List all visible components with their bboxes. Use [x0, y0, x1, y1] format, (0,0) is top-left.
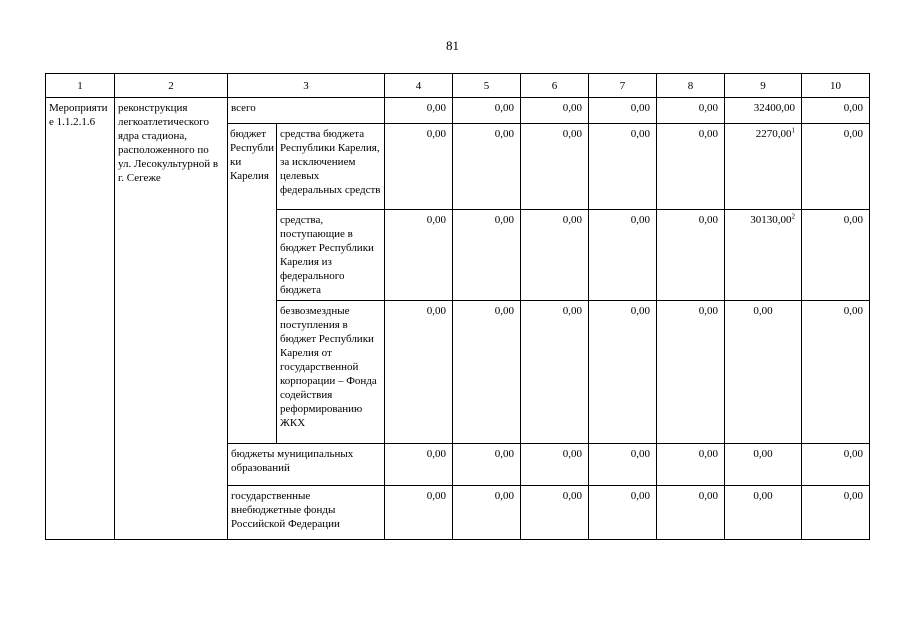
row-label-republic-own: средства бюджета Республики Карелия, за исключением целевых федеральных средств: [277, 124, 385, 210]
value-cell: 0,00: [385, 444, 453, 486]
value-cell: 0,00: [589, 444, 657, 486]
value-cell: 0,00: [589, 124, 657, 210]
value-cell: 0,00: [453, 124, 521, 210]
header-cell-5: 5: [453, 74, 521, 98]
header-cell-7: 7: [589, 74, 657, 98]
event-name-cell: реконструкция легкоатлетического ядра стадиона, расположенного по ул. Лесокультурной в г. Сегеже: [115, 98, 228, 540]
value-cell: 0,00: [453, 301, 521, 444]
value-cell: 0,00: [385, 486, 453, 540]
value-cell: 0,00: [657, 98, 725, 124]
value-cell: 0,00: [802, 98, 870, 124]
row-label-offbudget-funds: государственные внебюджетные фонды Российской Федерации: [228, 486, 385, 540]
value-cell: 0,00: [453, 210, 521, 301]
header-cell-4: 4: [385, 74, 453, 98]
footnote-mark: 1: [791, 126, 795, 135]
value-cell: 0,00: [521, 301, 589, 444]
row-label-total: всего: [228, 98, 385, 124]
value-cell: 0,00: [589, 98, 657, 124]
header-cell-9: 9: [725, 74, 802, 98]
page-number: 81: [446, 38, 459, 53]
value-cell-footnoted: [725, 210, 802, 301]
value-cell: 0,00: [802, 210, 870, 301]
value-cell: 0,00: [521, 444, 589, 486]
value-cell: 0,00: [725, 486, 802, 540]
value-cell: 0,00: [725, 444, 802, 486]
value-cell: 0,00: [802, 486, 870, 540]
header-cell-1: 1: [46, 74, 115, 98]
republic-budget-label: бюджет Республики Карелия: [228, 124, 277, 444]
value-cell: 0,00: [385, 210, 453, 301]
value-cell: 0,00: [802, 124, 870, 210]
value-cell: 0,00: [521, 210, 589, 301]
value-cell: 0,00: [657, 444, 725, 486]
value-text: 2270,00: [755, 128, 792, 140]
value-cell: 0,00: [657, 124, 725, 210]
header-cell-2: 2: [115, 74, 228, 98]
value-cell: 0,00: [725, 301, 802, 444]
value-cell: 0,00: [453, 98, 521, 124]
header-cell-8: 8: [657, 74, 725, 98]
value-cell: 0,00: [521, 98, 589, 124]
value-cell: 0,00: [589, 486, 657, 540]
value-cell: 0,00: [657, 210, 725, 301]
value-cell: 0,00: [453, 444, 521, 486]
value-cell: 0,00: [802, 444, 870, 486]
row-label-municipal: бюджеты муниципальных образований: [228, 444, 385, 486]
header-cell-6: 6: [521, 74, 589, 98]
value-cell: 0,00: [385, 301, 453, 444]
value-cell: 0,00: [657, 486, 725, 540]
budget-table: [45, 73, 870, 540]
value-cell: 0,00: [657, 301, 725, 444]
row-label-housing-fund: безвозмездные поступления в бюджет Республики Карелия от государственной корпорации – Фонда содействия реформированию ЖКХ: [277, 301, 385, 444]
table-row-total: [46, 98, 870, 124]
value-cell-footnoted: [725, 124, 802, 210]
table-header-row: [46, 74, 870, 98]
value-cell: 0,00: [521, 486, 589, 540]
event-code-cell: Мероприятие 1.1.2.1.6: [46, 98, 115, 540]
header-cell-3: 3: [228, 74, 385, 98]
value-cell: 0,00: [589, 210, 657, 301]
value-cell: 0,00: [589, 301, 657, 444]
value-cell: 0,00: [385, 98, 453, 124]
value-text: 30130,00: [750, 214, 792, 226]
value-cell: 0,00: [521, 124, 589, 210]
value-cell: 0,00: [385, 124, 453, 210]
footnote-mark: 2: [791, 212, 795, 221]
value-cell: 0,00: [453, 486, 521, 540]
row-label-federal: средства, поступающие в бюджет Республики Карелия из федерального бюджета: [277, 210, 385, 301]
value-cell: 32400,00: [725, 98, 802, 124]
header-cell-10: 10: [802, 74, 870, 98]
value-cell: 0,00: [802, 301, 870, 444]
